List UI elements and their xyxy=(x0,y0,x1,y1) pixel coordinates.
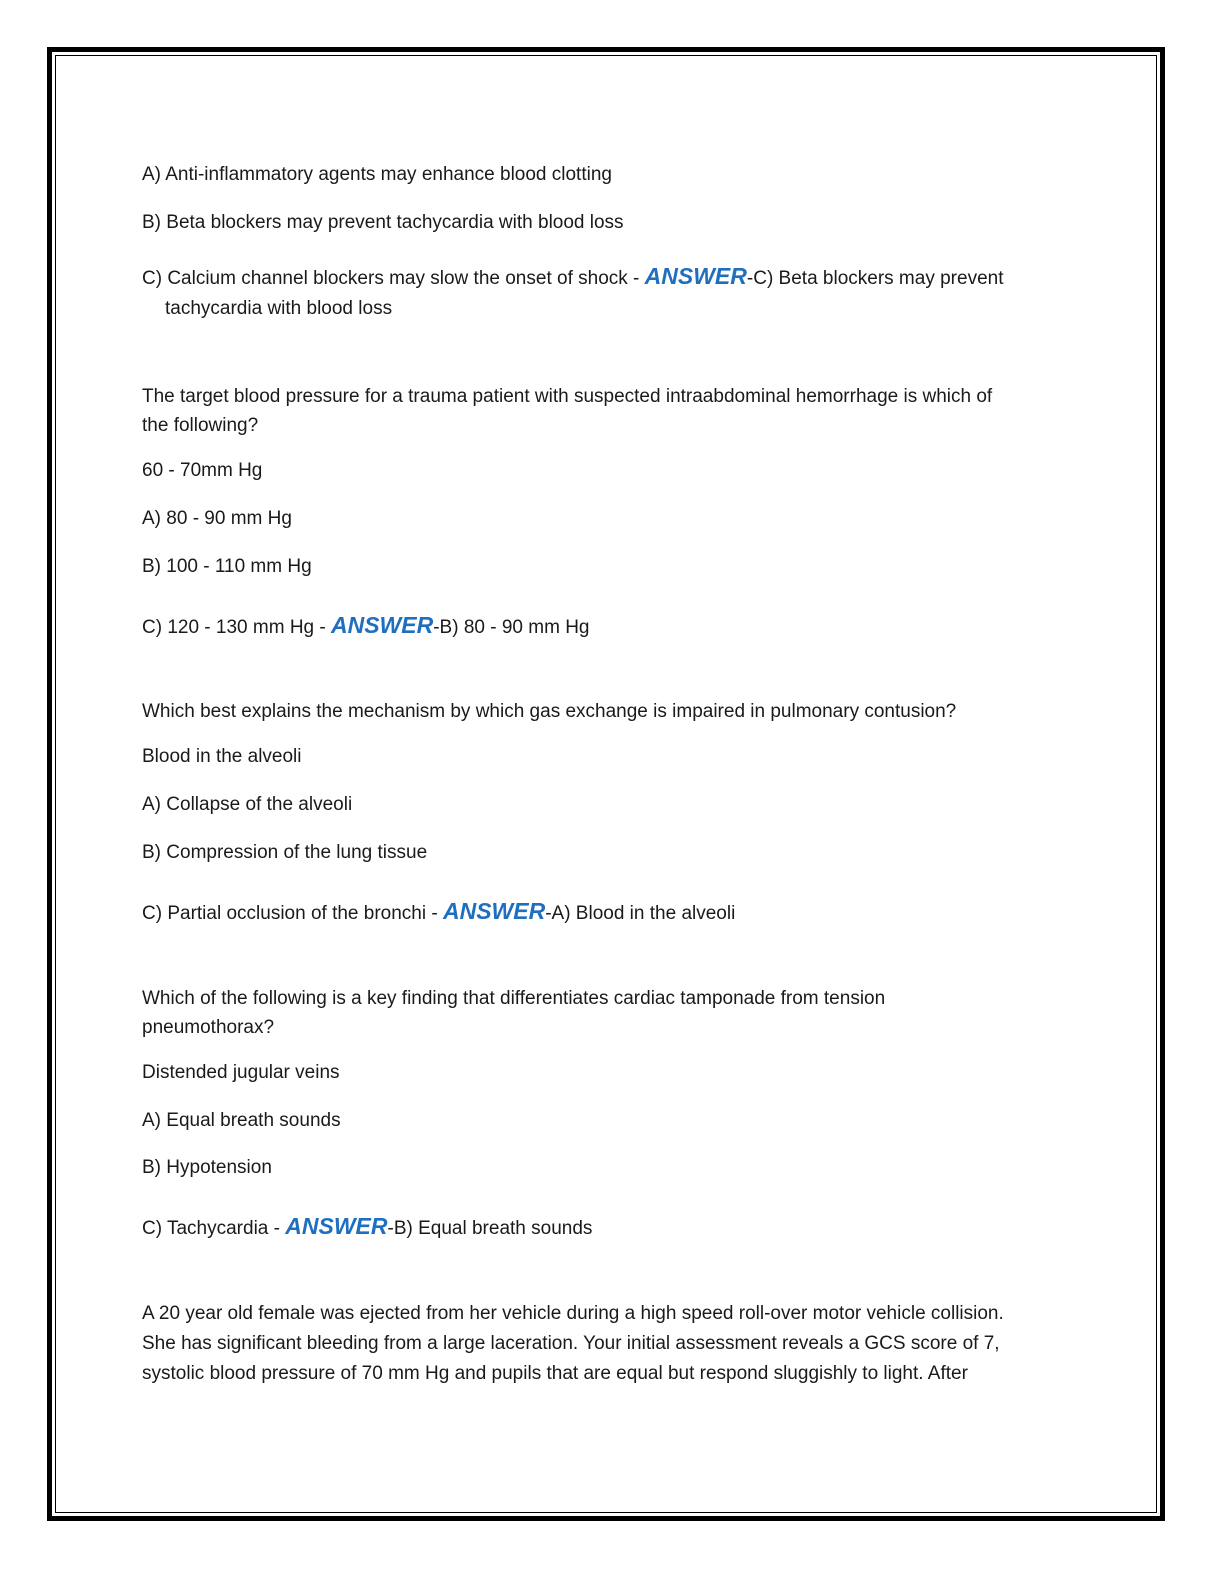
q1-answer-label: ANSWER xyxy=(644,263,747,289)
q4-option-a: A) Equal breath sounds xyxy=(142,1110,341,1131)
q3-option-c-text: C) Partial occlusion of the bronchi - xyxy=(142,903,443,924)
q4-answer-label: ANSWER xyxy=(285,1213,388,1239)
q3-answer-text: -A) Blood in the alveoli xyxy=(545,903,736,924)
q1-option-c-text: C) Calcium channel blockers may slow the onset of shock - xyxy=(142,268,645,289)
q2-question-line-2: the following? xyxy=(142,415,259,436)
q1-option-c xyxy=(142,265,1003,290)
q4-option-b: B) Hypotension xyxy=(142,1157,272,1178)
q2-option-c xyxy=(142,614,590,639)
q4-option-c xyxy=(142,1215,592,1240)
q2-option-a: A) 80 - 90 mm Hg xyxy=(142,508,292,529)
q4-question-line-1: Which of the following is a key finding that differentiates cardiac tamponade from tension xyxy=(142,988,886,1009)
q5-stem-line-2: She has significant bleeding from a large laceration. Your initial assessment reveals a GCS score of 7, xyxy=(142,1333,1000,1354)
q2-option-0: 60 - 70mm Hg xyxy=(142,460,263,481)
q3-question: Which best explains the mechanism by which gas exchange is impaired in pulmonary contusion? xyxy=(142,701,957,722)
q1-option-b: B) Beta blockers may prevent tachycardia with blood loss xyxy=(142,212,624,233)
q3-answer-label: ANSWER xyxy=(442,898,546,924)
q3-option-b: B) Compression of the lung tissue xyxy=(142,842,428,863)
q4-option-c-text: C) Tachycardia - xyxy=(142,1218,286,1239)
q4-answer-text: -B) Equal breath sounds xyxy=(387,1218,593,1239)
q2-option-c-text: C) 120 - 130 mm Hg - xyxy=(142,617,331,638)
q4-question-line-2: pneumothorax? xyxy=(142,1017,275,1038)
q2-answer-label: ANSWER xyxy=(331,612,434,638)
q2-option-b: B) 100 - 110 mm Hg xyxy=(142,556,312,577)
q5-stem-line-3: systolic blood pressure of 70 mm Hg and pupils that are equal but respond sluggishly to light. After xyxy=(142,1363,968,1384)
q1-answer-continuation: tachycardia with blood loss xyxy=(165,298,393,319)
q3-option-a: A) Collapse of the alveoli xyxy=(142,794,353,815)
q3-option-0: Blood in the alveoli xyxy=(142,746,302,767)
q4-option-0: Distended jugular veins xyxy=(142,1062,340,1083)
q5-stem-line-1: A 20 year old female was ejected from her vehicle during a high speed roll-over motor vehicle collision. xyxy=(142,1303,1004,1324)
q3-option-c xyxy=(142,900,735,925)
q1-answer-text: -C) Beta blockers may prevent xyxy=(746,268,1004,289)
q2-answer-text: -B) 80 - 90 mm Hg xyxy=(433,617,590,638)
q2-question-line-1: The target blood pressure for a trauma patient with suspected intraabdominal hemorrhage is which of xyxy=(142,386,993,407)
q1-option-a: A) Anti-inflammatory agents may enhance blood clotting xyxy=(142,164,612,185)
